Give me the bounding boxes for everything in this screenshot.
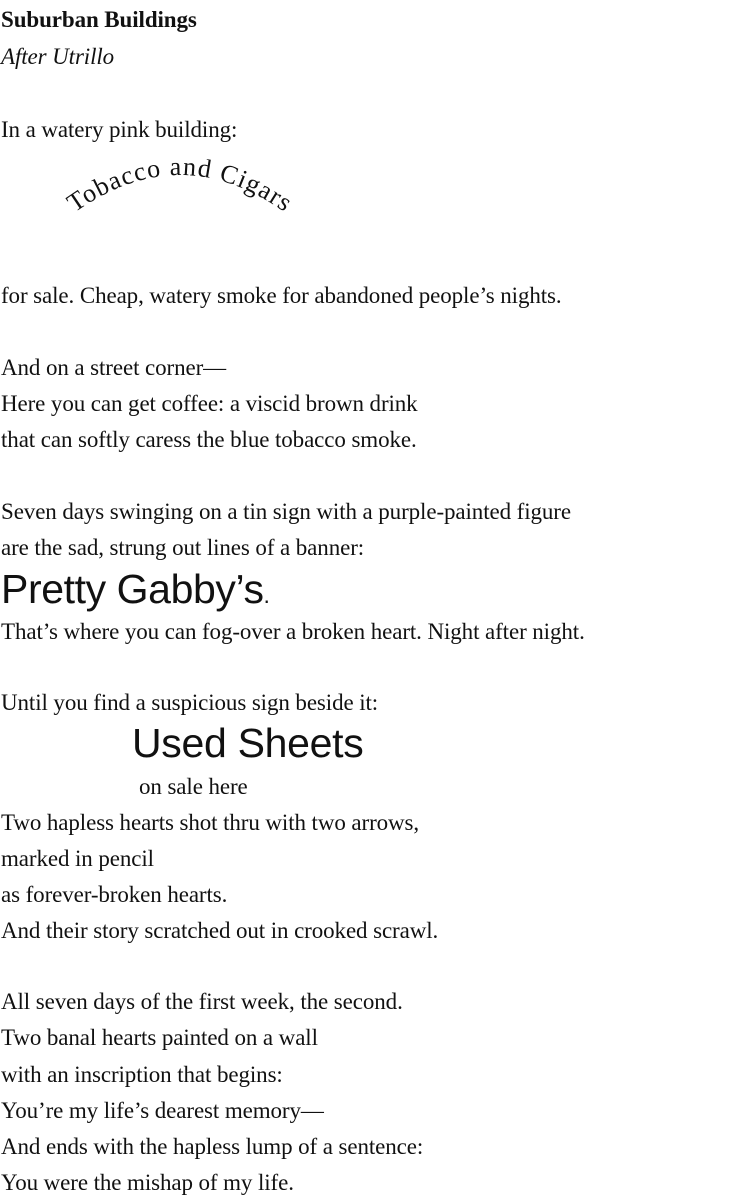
poem-title: Suburban Buildings [1, 7, 197, 32]
stanza3-line2: are the sad, strung out lines of a banner: [1, 535, 365, 560]
stanza5-line5: And ends with the hapless lump of a sentence: [1, 1134, 424, 1159]
stanza3-line1: Seven days swinging on a tin sign with a purple-painted figure [1, 499, 571, 524]
stanza3-line3: That’s where you can fog-over a broken heart. Night after night. [1, 619, 585, 644]
stanza1-line2: for sale. Cheap, watery smoke for abandoned people’s nights. [1, 283, 562, 308]
tobacco-sign-arc [0, 140, 360, 250]
stanza2-line2: Here you can get coffee: a viscid brown drink [1, 391, 418, 416]
used-sheets-sign: Used Sheets [132, 720, 364, 766]
tobacco-sign-text [62, 152, 299, 218]
poem-subtitle: After Utrillo [1, 44, 115, 69]
tobacco-sign-textpath: Tobacco and Cigars [61, 151, 299, 218]
stanza5-line4: You’re my life’s dearest memory— [1, 1098, 324, 1123]
stanza4-line2: Two hapless hearts shot thru with two arrows, [1, 810, 420, 835]
banner-punct: . [263, 582, 270, 608]
used-sheets-subtext: on sale here [139, 774, 248, 799]
stanza2-line1: And on a street corner— [1, 355, 227, 380]
banner-text: Pretty Gabby’s [1, 566, 264, 612]
stanza5-line1: All seven days of the first week, the second. [1, 989, 403, 1014]
stanza4-line5: And their story scratched out in crooked scrawl. [1, 918, 439, 943]
stanza4-line4: as forever-broken hearts. [1, 882, 228, 907]
stanza1-line1: In a watery pink building: [1, 117, 238, 142]
stanza4-line1: Until you find a suspicious sign beside it: [1, 690, 379, 715]
stanza4-line3: marked in pencil [1, 846, 154, 871]
stanza5-line3: with an inscription that begins: [1, 1062, 283, 1087]
stanza5-line6: You were the mishap of my life. [1, 1170, 294, 1195]
stanza2-line3: that can softly caress the blue tobacco smoke. [1, 427, 417, 452]
stanza5-line2: Two banal hearts painted on a wall [1, 1025, 318, 1050]
pretty-gabbys-banner [1, 566, 270, 618]
